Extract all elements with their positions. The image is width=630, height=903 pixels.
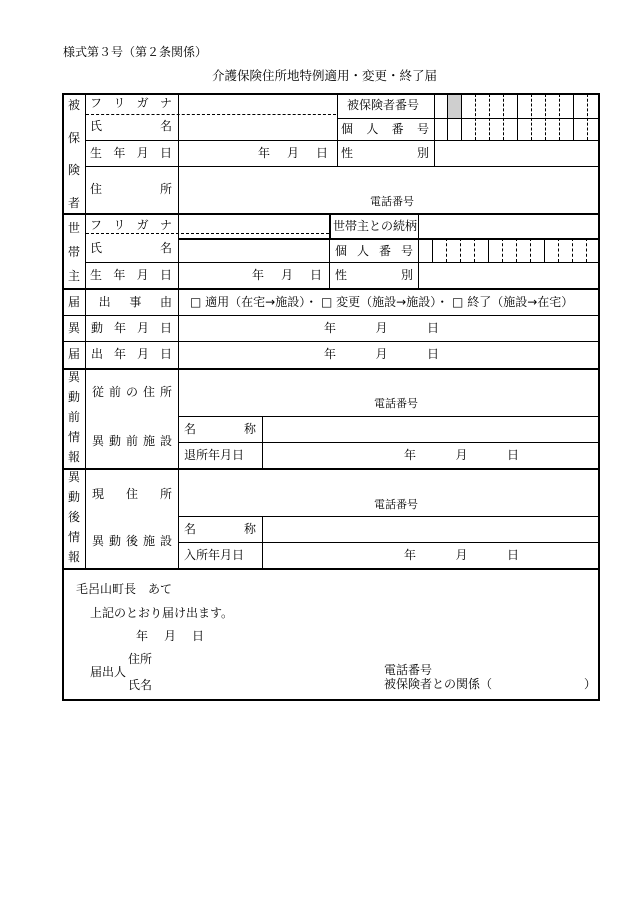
insured-phone-label: 電話番号 bbox=[370, 195, 414, 208]
form-number: 様式第３号（第２条関係） bbox=[63, 45, 208, 59]
insured-address-label: 住 所 bbox=[90, 182, 172, 196]
before-phone-label: 電話番号 bbox=[374, 397, 418, 410]
filing-date-label: 届 出 年 月 日 bbox=[68, 347, 172, 361]
current-address-label: 現 住 所 bbox=[92, 487, 172, 501]
before-side-label: 異 動 前 情 報 bbox=[67, 370, 80, 464]
insured-number-box-shaded bbox=[447, 95, 461, 118]
change-date-label: 異 動 年 月 日 bbox=[68, 321, 172, 335]
footer-relation-label: 被保険者との関係（ bbox=[384, 677, 493, 691]
insured-personal-number-label: 個 人 番 号 bbox=[341, 122, 429, 136]
household-sex-label: 性 別 bbox=[335, 268, 413, 282]
statement: 上記のとおり届け出ます。 bbox=[90, 606, 234, 620]
form-title: 介護保険住所地特例適用・変更・終了届 bbox=[212, 68, 438, 83]
insured-dob-units: 年 月 日 bbox=[258, 146, 328, 160]
household-relation-label: 世帯主との続柄 bbox=[333, 219, 418, 233]
household-side-label: 世 帯 主 bbox=[67, 221, 80, 283]
footer-relation-close: ） bbox=[584, 677, 597, 691]
insured-furigana-label: フ リ ガ ナ bbox=[90, 96, 172, 110]
before-facility-label: 異 動 前 施 設 bbox=[92, 434, 172, 448]
enter-date-label: 入所年月日 bbox=[184, 548, 245, 562]
insured-side-label: 被 保 険 者 bbox=[67, 98, 80, 210]
after-side-label: 異 動 後 情 報 bbox=[67, 470, 80, 564]
footer-phone-label: 電話番号 bbox=[384, 663, 433, 677]
insured-number-label: 被保険者番号 bbox=[347, 98, 420, 112]
insured-sex-label: 性 別 bbox=[341, 146, 429, 160]
change-date-units: 年 月 日 bbox=[324, 321, 439, 335]
enter-date-units: 年 月 日 bbox=[404, 548, 519, 562]
after-facility-label: 異 動 後 施 設 bbox=[92, 534, 172, 548]
leave-date-units: 年 月 日 bbox=[404, 448, 519, 462]
filing-date-units: 年 月 日 bbox=[324, 347, 439, 361]
before-facility-name-label: 名 称 bbox=[184, 422, 256, 436]
notifier-label: 届出人 bbox=[90, 665, 127, 679]
leave-date-label: 退所年月日 bbox=[184, 448, 245, 462]
household-name-label: 氏 名 bbox=[90, 241, 172, 255]
footer-name-label: 氏名 bbox=[128, 678, 153, 692]
after-facility-name-label: 名 称 bbox=[184, 522, 256, 536]
household-dob-label: 生 年 月 日 bbox=[90, 268, 172, 282]
household-personal-number-label: 個 人 番 号 bbox=[335, 244, 413, 258]
insured-name-label: 氏 名 bbox=[90, 119, 172, 133]
after-phone-label: 電話番号 bbox=[374, 498, 418, 511]
reason-label: 届 出 事 由 bbox=[68, 295, 172, 309]
prev-address-label: 従 前 の 住 所 bbox=[92, 385, 172, 399]
insured-dob-label: 生 年 月 日 bbox=[90, 146, 172, 160]
footer-address-label: 住所 bbox=[128, 652, 153, 666]
addressee: 毛呂山町長 あて bbox=[76, 582, 173, 596]
footer-date-units: 年 月 日 bbox=[136, 629, 204, 643]
household-dob-units: 年 月 日 bbox=[252, 268, 322, 282]
household-furigana-label: フ リ ガ ナ bbox=[90, 218, 172, 232]
reason-options[interactable]: □ 適用（在宅→施設）・ □ 変更（施設→施設）・ □ 終了（施設→在宅） bbox=[190, 295, 574, 309]
